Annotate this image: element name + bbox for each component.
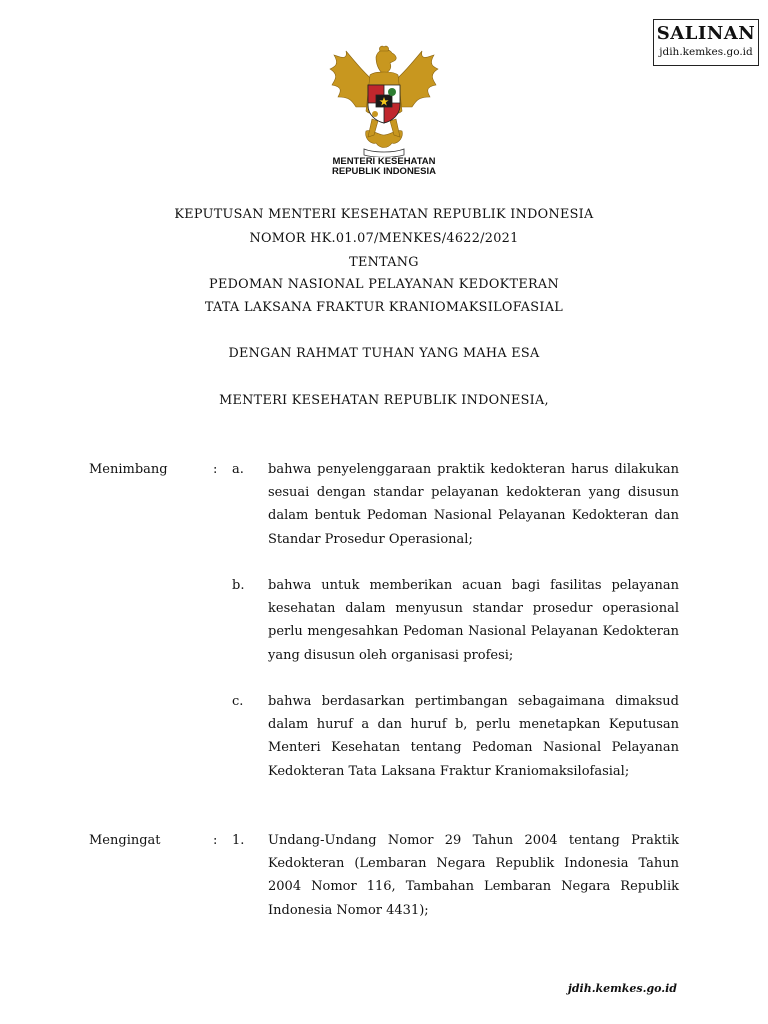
heading-decree-number: NOMOR HK.01.07/MENKES/4622/2021 bbox=[249, 231, 519, 246]
mengingat-label: Mengingat bbox=[89, 833, 161, 848]
menimbang-label: Menimbang bbox=[89, 462, 168, 477]
menimbang-item-b-text: bahwa untuk memberikan acuan bagi fasilitas pelayanan kesehatan dalam menyusun standar prosedur operasional perlu mengesahkan Pedoman Nasional Pelayanan Kedokteran yang disusun oleh organisasi profesi; bbox=[268, 578, 679, 663]
menimbang-item-c-text: bahwa berdasarkan pertimbangan sebagaimana dimaksud dalam huruf a dan huruf b, perlu menetapkan Keputusan Menteri Kesehatan tentang Pedoman Nasional Pelayanan Kedokteran Tata Laksana Fraktur Kraniomaksilofasial; bbox=[268, 694, 679, 779]
stamp-title: SALINAN bbox=[656, 23, 756, 44]
mengingat-item-1-text: Undang-Undang Nomor 29 Tahun 2004 tentang Praktik Kedokteran (Lembaran Negara Republik Indonesia Tahun 2004 Nomor 116, Tambahan Lembaran Negara Republik Indonesia Nomor 4431); bbox=[268, 833, 679, 918]
menimbang-item-c-marker: c. bbox=[232, 694, 244, 709]
mengingat-colon: : bbox=[213, 833, 218, 848]
garuda-emblem-icon bbox=[326, 45, 442, 157]
mengingat-item-1-marker: 1. bbox=[232, 833, 245, 848]
salinan-stamp bbox=[653, 19, 759, 66]
heading-subject-line2: TATA LAKSANA FRAKTUR KRANIOMAKSILOFASIAL bbox=[204, 300, 564, 315]
emblem-caption-line1: MENTERI KESEHATAN bbox=[332, 156, 436, 167]
footer-url: jdih.kemkes.go.id bbox=[567, 982, 677, 995]
menimbang-colon: : bbox=[213, 462, 218, 477]
heading-tentang: TENTANG bbox=[349, 255, 419, 270]
heading-decree-title: KEPUTUSAN MENTERI KESEHATAN REPUBLIK INDONESIA bbox=[174, 207, 594, 222]
menimbang-item-a-marker: a. bbox=[232, 462, 244, 477]
heading-minister: MENTERI KESEHATAN REPUBLIK INDONESIA, bbox=[219, 393, 549, 408]
emblem-caption-line2: REPUBLIK INDONESIA bbox=[332, 166, 436, 177]
stamp-subtitle: jdih.kemkes.go.id bbox=[659, 46, 753, 58]
heading-subject-line1: PEDOMAN NASIONAL PELAYANAN KEDOKTERAN bbox=[209, 277, 559, 292]
emblem-caption bbox=[316, 157, 452, 177]
menimbang-item-a-text: bahwa penyelenggaraan praktik kedokteran harus dilakukan sesuai dengan standar pelayanan kedokteran yang disusun dalam bentuk Pedoman Nasional Pelayanan Kedokteran dan Standar Prosedur Operasional; bbox=[268, 462, 679, 547]
menimbang-item-b-marker: b. bbox=[232, 578, 245, 593]
heading-invocation: DENGAN RAHMAT TUHAN YANG MAHA ESA bbox=[228, 346, 540, 361]
